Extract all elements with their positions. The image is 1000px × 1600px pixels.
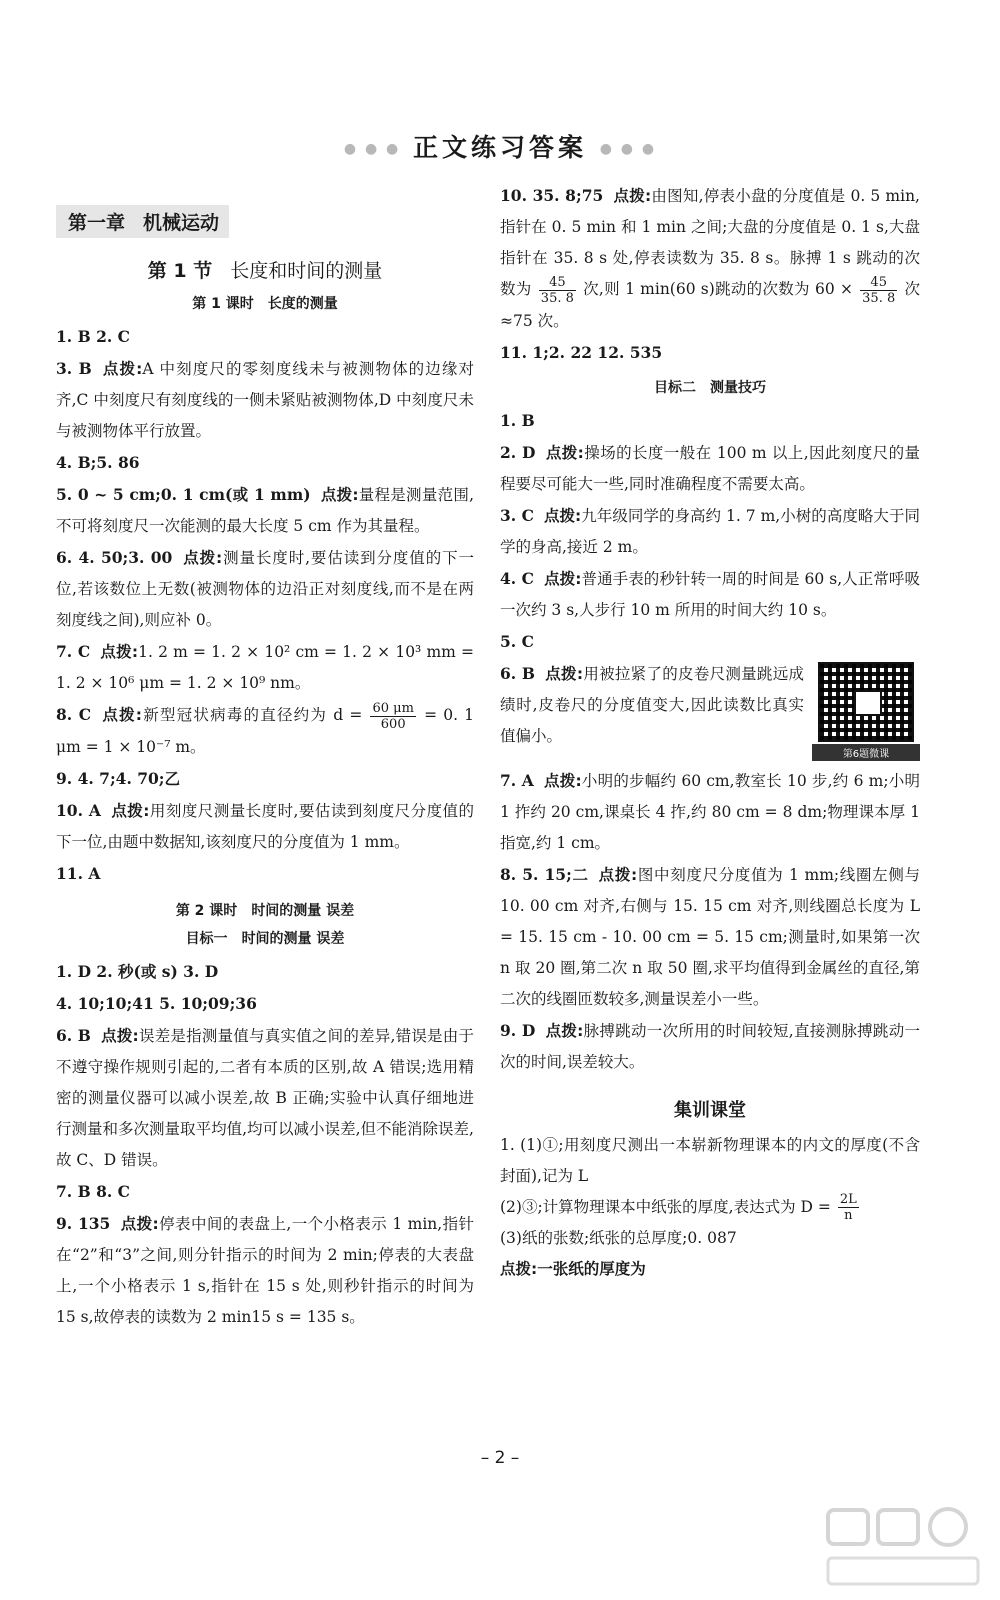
answer-item: 9. D 点拨:脉搏跳动一次所用的时间较短,直接测脉搏跳动一次的时间,误差较大。 (500, 1020, 920, 1071)
target-heading: 目标一 时间的测量 误差 (185, 930, 345, 947)
right-column (500, 180, 920, 1285)
section-heading: 第 1 节 长度和时间的测量 (147, 260, 383, 282)
target-heading: 目标二 测量技巧 (654, 379, 766, 396)
qr-code-block[interactable] (812, 662, 920, 761)
right-dots-ornament: ● ● ● (599, 141, 657, 157)
training-heading: 集训课堂 (674, 1099, 746, 1121)
answer-item: 5. C (500, 631, 534, 651)
lesson-heading: 第 1 课时 长度的测量 (192, 296, 338, 312)
answer-item: 7. C 点拨:1. 2 m = 1. 2 × 10² cm = 1. 2 × 10³ mm = 1. 2 × 10⁶ μm = 1. 2 × 10⁹ nm。 (56, 642, 475, 692)
chapter-heading: 第一章 机械运动 (56, 205, 229, 238)
fraction: $\frac{45}{35. 8}$ (862, 274, 896, 306)
left-column (56, 195, 474, 1333)
answer-item: 6. 4. 50;3. 00 点拨:测量长度时,要估读到分度值的下一位,若该数位上无数(被测物体的边沿正对刻度线,而不是在两刻度线之间),则应补 0。 (56, 548, 475, 629)
answer-item: 7. A 点拨:小明的步幅约 60 cm,教室长 10 步,约 6 m;小明 1 拃约 20 cm,课桌长 4 拃,约 80 cm = 8 dm;物理课本厚 1 指宽,约 1 cm。 (500, 770, 920, 852)
fraction: $\frac{45}{35. 8}$ (540, 274, 574, 306)
answer-item: 点拨:一张纸的厚度为 (500, 1260, 646, 1278)
answer-item: 9. 135 点拨:停表中间的表盘上,一个小格表示 1 min,指针在“2”和“3”之间,则分针指示的时间为 2 min;停表的大表盘上,一个小格表示 1 s,指针在 15 s 处,则秒针指示的时间为 15 s,故停表的读数为 2 min15 s = 135 s。 (56, 1213, 474, 1326)
answer-item: (3)纸的张数;纸张的总厚度;0. 087 (500, 1229, 737, 1247)
answer-item: 7. B 8. C (56, 1181, 130, 1201)
answer-item: 4. 10;10;41 5. 10;09;36 (56, 993, 257, 1013)
qr-code-icon[interactable] (818, 662, 914, 742)
lesson-heading: 第 2 课时 时间的测量 误差 (175, 902, 355, 919)
fraction: $\frac{60 \mu m}{600}$ (372, 700, 414, 732)
answer-item: 3. B 点拨:A 中刻度尺的零刻度线未与被测物体的边缘对齐,C 中刻度尺有刻度线的一侧未紧贴被测物体,D 中刻度尺未与被测物体平行放置。 (56, 359, 475, 440)
answer-item: 8. C 点拨:新型冠状病毒的直径约为 d = $\frac{60 \mu m}{600}$ = 0. 1 μm = 1 × 10⁻⁷ m。 (56, 700, 475, 756)
answer-item: (2)③;计算物理课本中纸张的厚度,表达式为 D = $\frac{2L}{n}$ (500, 1192, 857, 1223)
answer-item: 2. D 点拨:操场的长度一般在 100 m 以上,因此刻度尺的量程要尽可能大一些,同时准确程度不需要太高。 (500, 442, 920, 493)
answer-item: 6. B 点拨:用被拉紧了的皮卷尺测量跳远成绩时,皮卷尺的分度值变大,因此读数比真实值偏小。 (500, 663, 804, 745)
answer-item: 5. 0 ~ 5 cm;0. 1 cm(或 1 mm) 点拨:量程是测量范围,不可将刻度尺一次能测的最大长度 5 cm 作为其量程。 (56, 485, 475, 535)
watermark-logo-icon (818, 1500, 988, 1596)
answer-item: 4. B;5. 86 (56, 453, 140, 472)
fraction: $\frac{2L}{n}$ (839, 1192, 857, 1223)
answer-item: 10. 35. 8;75 点拨:由图知,停表小盘的分度值是 0. 5 min,指针在 0. 5 min 和 1 min 之间;大盘的分度值是 0. 1 s,大盘指针在 35. 8 s 处,停表读数为 35. 8 s。脉搏 1 s 跳动的次数为 $\frac{45}{35. 8}$ 次,则 1 min(60 s)跳动的次数为 60 × $\frac{45}{35. 8}$ 次≈75 次。 (500, 186, 920, 330)
left-dots-ornament: ● ● ● (343, 141, 401, 157)
answer-item: 1. B (500, 410, 535, 430)
answer-item: 11. 1;2. 22 12. 535 (500, 342, 663, 362)
answer-item: 1. D 2. 秒(或 s) 3. D (56, 961, 219, 981)
answer-item: 11. A (56, 863, 101, 883)
answer-item: 9. 4. 7;4. 70;乙 (56, 768, 181, 788)
answer-item: 8. 5. 15;二 点拨:图中刻度尺分度值为 1 mm;线圈左侧与 10. 00 cm 对齐,右侧与 15. 15 cm 对齐,则线圈总长度为 L = 15. 15 cm - 10. 00 cm = 5. 15 cm;测量时,如果第一次 n 取 20 圈,第二次 n 取 50 圈,求平均值得到金属丝的直径,第二次的线圈匝数较多,测量误差小一些。 (500, 864, 920, 1008)
qr-label: 第6题微课 (812, 744, 920, 761)
answer-item: 3. C 点拨:九年级同学的身高约 1. 7 m,小树的高度略大于同学的身高,接近 2 m。 (500, 505, 920, 556)
answer-item: 1. (1)①;用刻度尺测出一本崭新物理课本的内文的厚度(不含封面),记为 L (500, 1135, 920, 1185)
answer-item: 4. C 点拨:普通手表的秒针转一周的时间是 60 s,人正常呼吸一次约 3 s,人步行 10 m 所用的时间大约 10 s。 (500, 568, 920, 619)
answer-item: 6. B 点拨:误差是指测量值与真实值之间的差异,错误是由于不遵守操作规则引起的,二者有本质的区别,故 A 错误;选用精密的测量仪器可以减小误差,故 B 正确;实验中认真仔细地进行测量和多次测量取平均值,均可以减小误差,但不能消除误差,故 C、D 错误。 (56, 1025, 474, 1169)
answer-item: 1. B 2. C (56, 327, 130, 346)
page-number: – 2 – (480, 1448, 520, 1468)
page-title: ● ● ● 正文练习答案 ● ● ● (343, 133, 657, 162)
answer-item: 10. A 点拨:用刻度尺测量长度时,要估读到刻度尺分度值的下一位,由题中数据知,该刻度尺的分度值为 1 mm。 (56, 800, 474, 851)
